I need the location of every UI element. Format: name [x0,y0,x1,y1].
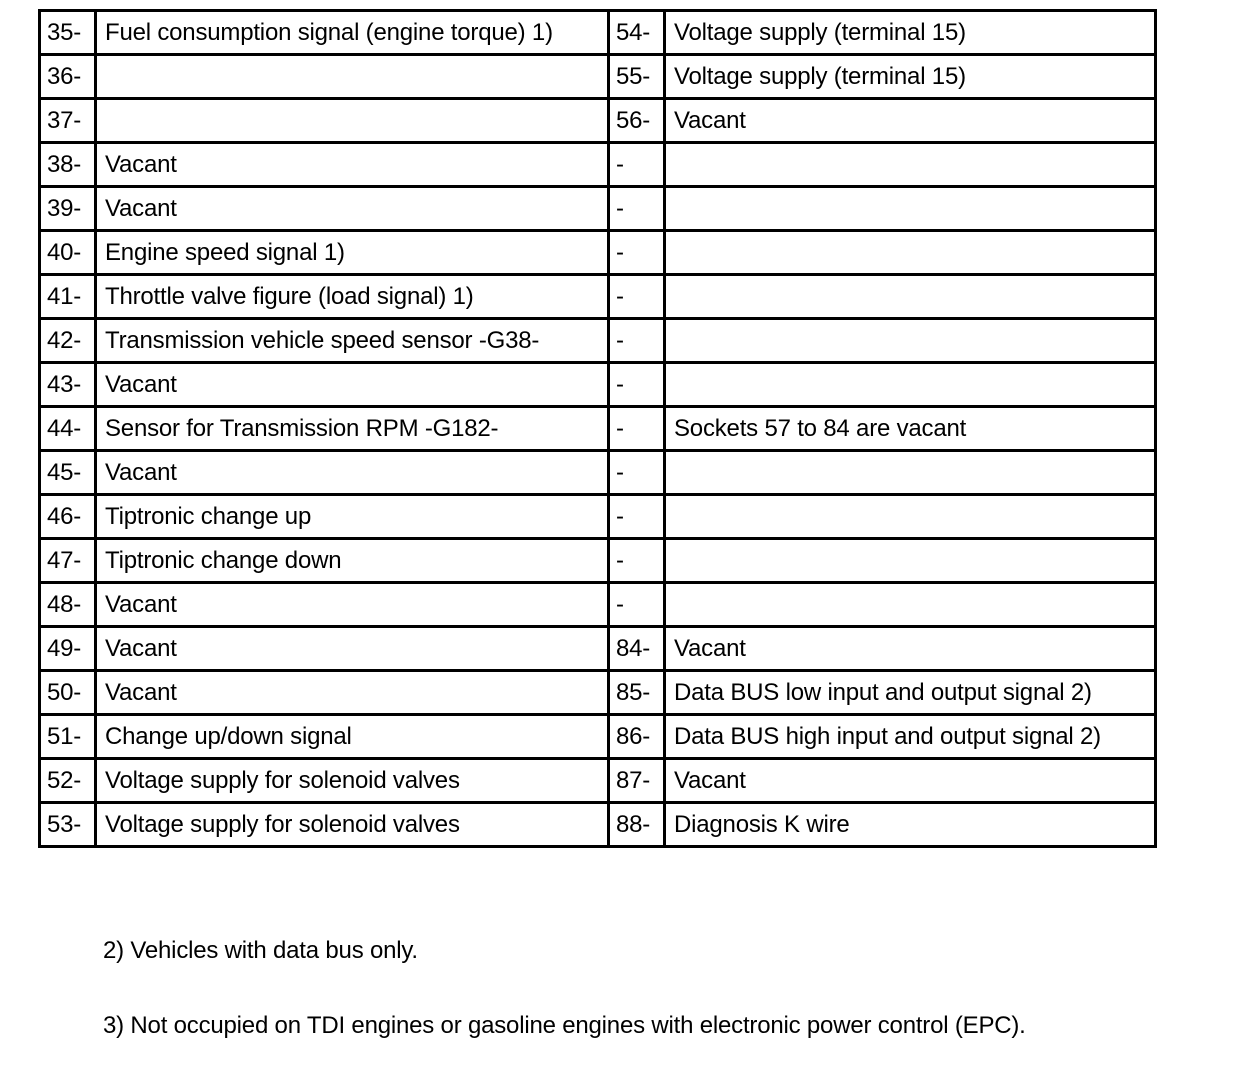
right-pin-description [665,363,1156,407]
left-pin-number: 42- [40,319,96,363]
table-row [40,275,1156,319]
left-pin-description: Vacant [96,583,609,627]
footnote-3: 3) Not occupied on TDI engines or gasoline engines with electronic power control (EPC). [103,1012,1026,1039]
pin-assignment-table [38,9,1157,848]
pin-table-body [40,11,1156,847]
left-pin-description: Voltage supply for solenoid valves [96,803,609,847]
table-row [40,451,1156,495]
left-pin-number: 47- [40,539,96,583]
left-pin-description: Vacant [96,187,609,231]
left-pin-number: 53- [40,803,96,847]
left-pin-description: Tiptronic change down [96,539,609,583]
right-pin-number: - [609,407,665,451]
right-pin-description: Voltage supply (terminal 15) [665,11,1156,55]
right-pin-description: Vacant [665,627,1156,671]
table-row [40,671,1156,715]
table-row [40,759,1156,803]
right-pin-number: - [609,187,665,231]
right-pin-number: 85- [609,671,665,715]
right-pin-number: 54- [609,11,665,55]
right-pin-description [665,187,1156,231]
right-pin-number: - [609,363,665,407]
left-pin-description: Voltage supply for solenoid valves [96,759,609,803]
left-pin-number: 50- [40,671,96,715]
footnote-2: 2) Vehicles with data bus only. [103,937,418,964]
left-pin-number: 45- [40,451,96,495]
right-pin-description: Data BUS high input and output signal 2) [665,715,1156,759]
table-row [40,539,1156,583]
left-pin-number: 40- [40,231,96,275]
right-pin-description: Vacant [665,99,1156,143]
right-pin-description [665,451,1156,495]
table-row [40,319,1156,363]
table-row [40,363,1156,407]
table-row [40,11,1156,55]
table-row [40,803,1156,847]
right-pin-number: - [609,231,665,275]
left-pin-number: 38- [40,143,96,187]
right-pin-description: Sockets 57 to 84 are vacant [665,407,1156,451]
left-pin-description [96,99,609,143]
right-pin-number: - [609,539,665,583]
left-pin-number: 46- [40,495,96,539]
table-row [40,231,1156,275]
right-pin-description [665,275,1156,319]
left-pin-description: Vacant [96,627,609,671]
right-pin-number: - [609,451,665,495]
table-row [40,143,1156,187]
left-pin-number: 43- [40,363,96,407]
table-row [40,583,1156,627]
right-pin-description [665,231,1156,275]
left-pin-description: Vacant [96,451,609,495]
left-pin-number: 36- [40,55,96,99]
left-pin-description: Change up/down signal [96,715,609,759]
left-pin-number: 51- [40,715,96,759]
right-pin-number: 84- [609,627,665,671]
left-pin-description: Sensor for Transmission RPM -G182- [96,407,609,451]
right-pin-number: - [609,275,665,319]
left-pin-number: 35- [40,11,96,55]
right-pin-number: - [609,319,665,363]
right-pin-number: 56- [609,99,665,143]
table-row [40,55,1156,99]
right-pin-description [665,495,1156,539]
left-pin-description: Transmission vehicle speed sensor -G38- [96,319,609,363]
right-pin-description [665,583,1156,627]
table-row [40,495,1156,539]
right-pin-description [665,319,1156,363]
right-pin-number: - [609,143,665,187]
left-pin-number: 41- [40,275,96,319]
left-pin-number: 49- [40,627,96,671]
right-pin-number: 55- [609,55,665,99]
left-pin-description: Vacant [96,363,609,407]
table-row [40,627,1156,671]
table-row [40,715,1156,759]
right-pin-number: 87- [609,759,665,803]
right-pin-description: Diagnosis K wire [665,803,1156,847]
right-pin-description: Voltage supply (terminal 15) [665,55,1156,99]
left-pin-description: Vacant [96,671,609,715]
right-pin-description: Vacant [665,759,1156,803]
left-pin-description [96,55,609,99]
left-pin-description: Vacant [96,143,609,187]
left-pin-number: 37- [40,99,96,143]
right-pin-number: 88- [609,803,665,847]
left-pin-description: Tiptronic change up [96,495,609,539]
left-pin-description: Throttle valve figure (load signal) 1) [96,275,609,319]
left-pin-number: 39- [40,187,96,231]
table-row [40,99,1156,143]
left-pin-number: 52- [40,759,96,803]
left-pin-description: Engine speed signal 1) [96,231,609,275]
left-pin-number: 48- [40,583,96,627]
right-pin-description [665,143,1156,187]
right-pin-number: - [609,583,665,627]
right-pin-description: Data BUS low input and output signal 2) [665,671,1156,715]
right-pin-number: 86- [609,715,665,759]
left-pin-description: Fuel consumption signal (engine torque) 1) [96,11,609,55]
right-pin-description [665,539,1156,583]
left-pin-number: 44- [40,407,96,451]
table-row [40,407,1156,451]
right-pin-number: - [609,495,665,539]
table-row [40,187,1156,231]
